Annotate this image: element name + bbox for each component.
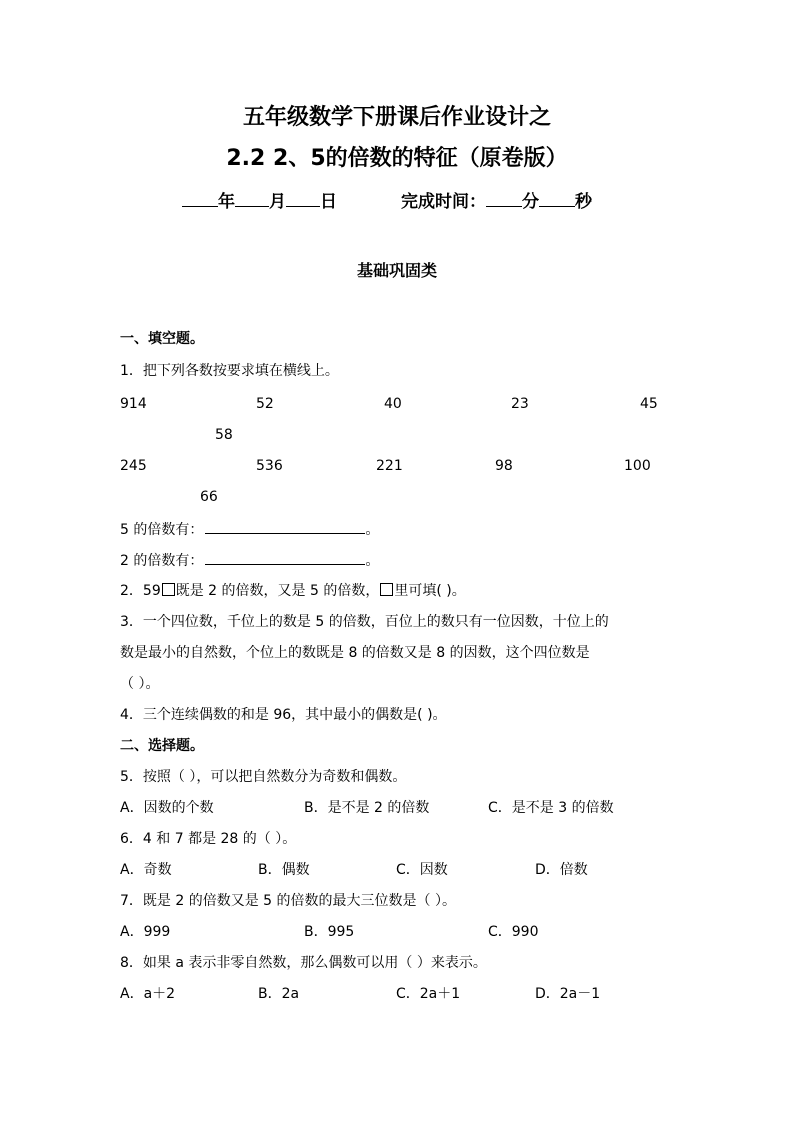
minute-blank[interactable] (486, 188, 522, 207)
question-4: 4．三个连续偶数的和是 96，其中最小的偶数是( )。 (120, 707, 447, 723)
question-8: 8．如果 a 表示非零自然数，那么偶数可以用（ ）来表示。 (120, 955, 487, 971)
question-3-line-3: （ ）。 (120, 676, 160, 692)
day-label: 日 (320, 192, 337, 212)
multiples-of-5-blank[interactable] (205, 518, 365, 534)
blank-box (162, 583, 175, 596)
q2-prefix: 2．59 (120, 583, 161, 599)
part2-heading: 二、选择题。 (120, 738, 204, 754)
number-item: 23 (511, 396, 529, 412)
multiples-of-2-blank[interactable] (205, 549, 365, 565)
number-item: 221 (376, 458, 403, 474)
q2-middle: 既是 2 的倍数，又是 5 的倍数， (175, 583, 380, 599)
question-7: 7．既是 2 的倍数又是 5 的倍数的最大三位数是（ ）。 (120, 893, 456, 909)
q7-option-b[interactable]: B．995 (304, 924, 355, 940)
q5-option-c[interactable]: C．是不是 3 的倍数 (488, 800, 614, 816)
q8-option-c[interactable]: C．2a＋1 (396, 986, 461, 1002)
q8-option-a[interactable]: A．a＋2 (120, 986, 176, 1002)
q6-option-c[interactable]: C．因数 (396, 862, 448, 878)
multiples-of-5-line (120, 518, 379, 541)
number-item: 914 (120, 396, 147, 412)
number-item: 98 (495, 458, 513, 474)
title-line-2: 2.2 2、5的倍数的特征（原卷版） (226, 146, 568, 171)
question-6: 6．4 和 7 都是 28 的（ ）。 (120, 831, 297, 847)
q8-option-d[interactable]: D．2a－1 (535, 986, 601, 1002)
multiples-of-5-label: 5 的倍数有： (120, 522, 204, 538)
multiples-of-2-line (120, 549, 379, 572)
number-item: 66 (200, 489, 218, 505)
second-blank[interactable] (539, 188, 575, 207)
question-2 (120, 580, 466, 602)
number-item: 45 (640, 396, 658, 412)
number-item: 245 (120, 458, 147, 474)
q6-option-b[interactable]: B．偶数 (258, 862, 310, 878)
q5-option-b[interactable]: B．是不是 2 的倍数 (304, 800, 430, 816)
blank-box (380, 583, 393, 596)
number-item: 58 (215, 427, 233, 443)
part1-heading: 一、填空题。 (120, 331, 204, 347)
day-blank[interactable] (286, 188, 320, 207)
q7-option-c[interactable]: C．990 (488, 924, 539, 940)
question-3-line-2: 数是最小的自然数，个位上的数既是 8 的倍数又是 8 的因数，这个四位数是 (120, 645, 590, 661)
year-blank[interactable] (182, 188, 218, 207)
q5-option-a[interactable]: A．因数的个数 (120, 800, 214, 816)
month-label: 月 (269, 192, 286, 212)
number-item: 100 (624, 458, 651, 474)
number-item: 536 (256, 458, 283, 474)
question-5: 5．按照（ ），可以把自然数分为奇数和偶数。 (120, 769, 407, 785)
end-mark: 。 (365, 522, 380, 538)
minute-label: 分 (522, 192, 539, 212)
time-label: 完成时间： (401, 192, 486, 212)
section-title: 基础巩固类 (356, 261, 437, 280)
month-blank[interactable] (235, 188, 269, 207)
number-item: 52 (256, 396, 274, 412)
year-label: 年 (218, 192, 235, 212)
date-time-line (182, 188, 592, 214)
number-item: 40 (384, 396, 402, 412)
title-line-1: 五年级数学下册课后作业设计之 (242, 105, 551, 130)
q7-option-a[interactable]: A．999 (120, 924, 171, 940)
question-1: 1．把下列各数按要求填在横线上。 (120, 363, 339, 379)
end-mark: 。 (365, 553, 380, 569)
question-3-line-1: 3．一个四位数，千位上的数是 5 的倍数，百位上的数只有一位因数，十位上的 (120, 614, 609, 630)
second-label: 秒 (575, 192, 592, 212)
q2-suffix: 里可填( )。 (394, 583, 466, 599)
q6-option-d[interactable]: D．倍数 (535, 862, 588, 878)
multiples-of-2-label: 2 的倍数有： (120, 553, 204, 569)
q8-option-b[interactable]: B．2a (258, 986, 300, 1002)
q6-option-a[interactable]: A．奇数 (120, 862, 172, 878)
